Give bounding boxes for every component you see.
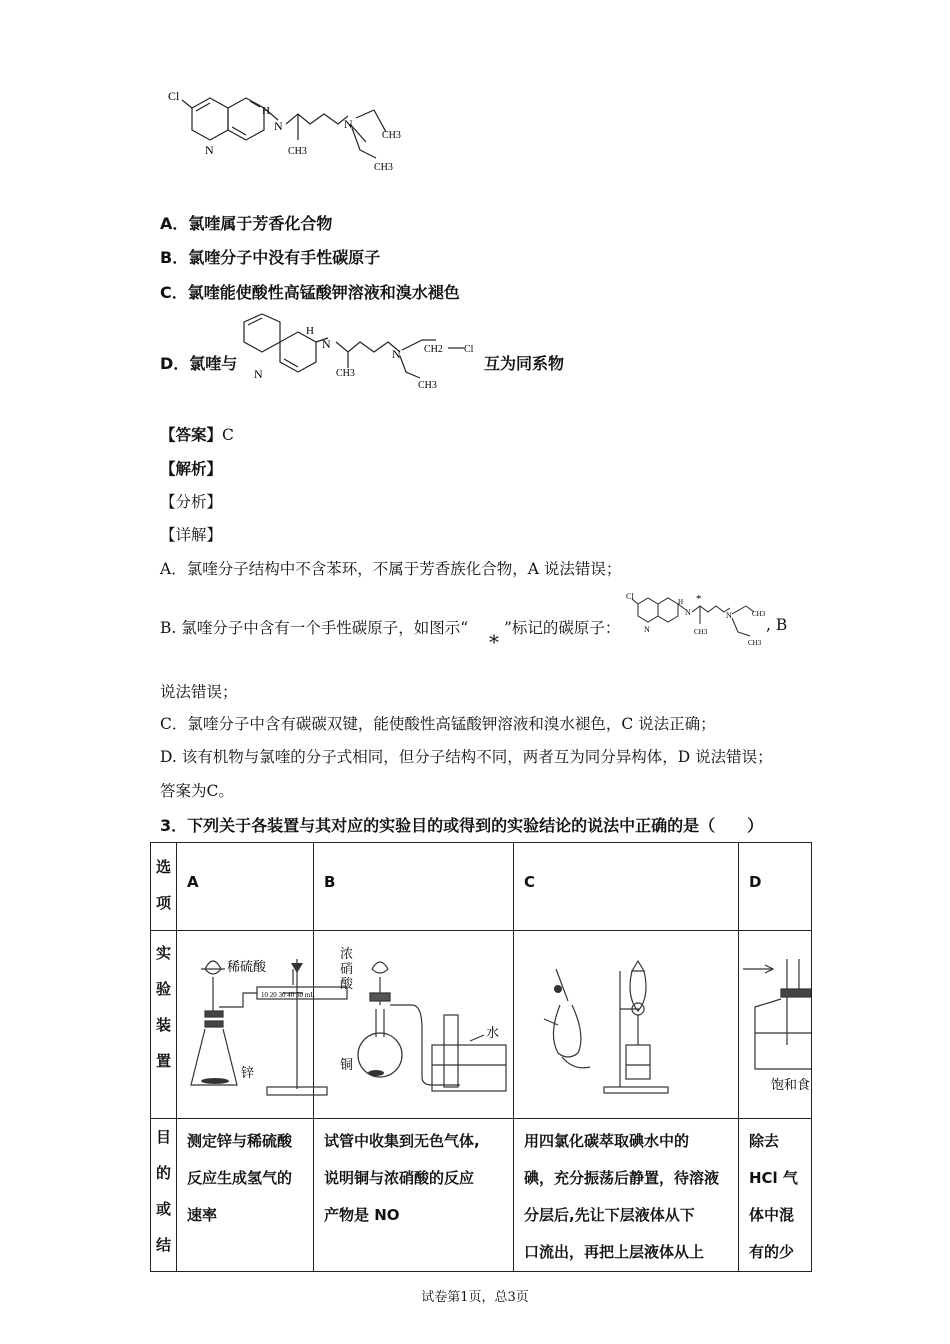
explanation-a: A．氯喹分子结构中不含苯环，不属于芳香族化合物，A 说法错误； [160, 560, 622, 578]
apparatus-b-water: 水 [486, 1025, 500, 1040]
small-ch3-b-label: CH3 [752, 610, 766, 618]
small-ch3-a-label: CH3 [694, 628, 708, 636]
small-star-label: * [696, 593, 702, 605]
top-n-ring-label: N [205, 143, 214, 157]
explanation-b-middle: ”标记的碳原子： [504, 619, 621, 637]
top-cl-label: Cl [168, 89, 180, 103]
apparatus-b [314, 931, 514, 1119]
purpose-b: 试管中收集到无色气体, 说明铜与浓硝酸的反应 产物是 NO [314, 1119, 514, 1272]
option-d-structure [236, 312, 484, 398]
top-n-amine-label: N [274, 119, 283, 133]
header-d: D [739, 843, 812, 931]
purpose-c: 用四氯化碳萃取碘水中的 碘，充分振荡后静置，待溶液 分层后,先让下层液体从下 口流出，再把上层液体从上 [514, 1119, 739, 1272]
top-ch3-c-label: CH3 [374, 162, 393, 173]
header-a: A [177, 843, 314, 931]
answer-line [160, 423, 234, 445]
explanation-d: D. 该有机物与氯喹的分子式相同，但分子结构不同，两者互为同分异构体，D 说法错误； [160, 748, 773, 766]
d-n-amine-label: N [322, 337, 331, 351]
d-ch3-a-label: CH3 [336, 368, 355, 379]
small-ch3-c-label: CH3 [748, 639, 762, 647]
purpose-d: 除去 HCl 气 体中混 有的少 [739, 1119, 812, 1272]
top-n-tert-label: N [344, 117, 353, 131]
apparatus-d-drawing [739, 949, 811, 1099]
apparatus-c [514, 931, 739, 1119]
row-label-purpose: 目 的 或 结 [151, 1119, 177, 1272]
small-cl-label: Cl [626, 592, 634, 601]
small-n-ring-label: N [644, 625, 650, 634]
row-label-option: 选 项 [151, 843, 177, 931]
top-ch3-a-label: CH3 [288, 146, 307, 157]
fenxi-label: 【分析】 [160, 493, 223, 511]
apparatus-a [177, 931, 314, 1119]
apparatus-a-acid: 稀硫酸 [227, 959, 267, 974]
apparatus-a-zinc: 锌 [241, 1065, 255, 1080]
explanation-b-prefix: B. 氯喹分子中含有一个手性碳原子，如图示“ [160, 619, 469, 637]
apparatus-d-sat: 饱和食 [771, 1077, 811, 1092]
option-c: C．氯喹能使酸性高锰酸钾溶液和溴水褪色 [160, 283, 460, 302]
question3-stem: 3．下列关于各装置与其对应的实验目的或得到的实验结论的说法中正确的是（ ） [160, 816, 764, 835]
answer-label: 【答案】 [160, 426, 223, 444]
option-b: B．氯喹分子中没有手性碳原子 [160, 248, 381, 267]
answer-value: C [222, 426, 234, 444]
header-b: B [314, 843, 514, 931]
apparatus-a-scale: 10 20 30 40 50 mL [261, 991, 315, 999]
apparatus-b-copper: 铜 [340, 1057, 354, 1072]
detail-label: 【详解】 [160, 526, 223, 544]
question3-table [150, 842, 812, 1272]
explanation-b-suffix: , B [766, 616, 788, 634]
d-cl-label: Cl [464, 344, 474, 355]
apparatus-d [739, 931, 812, 1119]
d-h-label: H [306, 325, 314, 337]
option-d-prefix: D．氯喹与 [160, 354, 238, 373]
option-a: A．氯喹属于芳香化合物 [160, 214, 333, 233]
top-h-label: H [262, 105, 270, 117]
row-label-apparatus: 实 验 装 置 [151, 931, 177, 1119]
apparatus-b-acid-label: 浓 硝 酸 [340, 947, 354, 992]
page-footer: 试卷第1页，总3页 [421, 1290, 529, 1305]
purpose-a: 测定锌与稀硫酸 反应生成氢气的 速率 [177, 1119, 314, 1272]
d-n-tert-label: N [392, 347, 401, 361]
small-h-label: H [678, 598, 684, 606]
chiral-structure [622, 590, 772, 656]
explanation-b-star: * [489, 630, 499, 654]
small-n-amine-label: N [685, 608, 691, 617]
explanation-c: C．氯喹分子中含有碳碳双键，能使酸性高锰酸钾溶液和溴水褪色，C 说法正确； [160, 715, 716, 733]
explanation-final: 答案为C。 [160, 782, 234, 800]
top-ch3-b-label: CH3 [382, 130, 401, 141]
header-c: C [514, 843, 739, 931]
explanation-b-cont: 说法错误； [160, 683, 238, 701]
apparatus-b-drawing [320, 949, 510, 1099]
d-ch3-b-label: CH3 [418, 380, 437, 391]
option-d-suffix: 互为同系物 [484, 354, 565, 373]
analysis-label: 【解析】 [160, 460, 223, 478]
d-ch2-label: CH2 [424, 344, 443, 355]
d-n-ring-label: N [254, 367, 263, 381]
small-n-tert-label: N [726, 611, 732, 620]
chloroquine-structure [160, 80, 420, 190]
apparatus-c-drawing [534, 949, 734, 1099]
